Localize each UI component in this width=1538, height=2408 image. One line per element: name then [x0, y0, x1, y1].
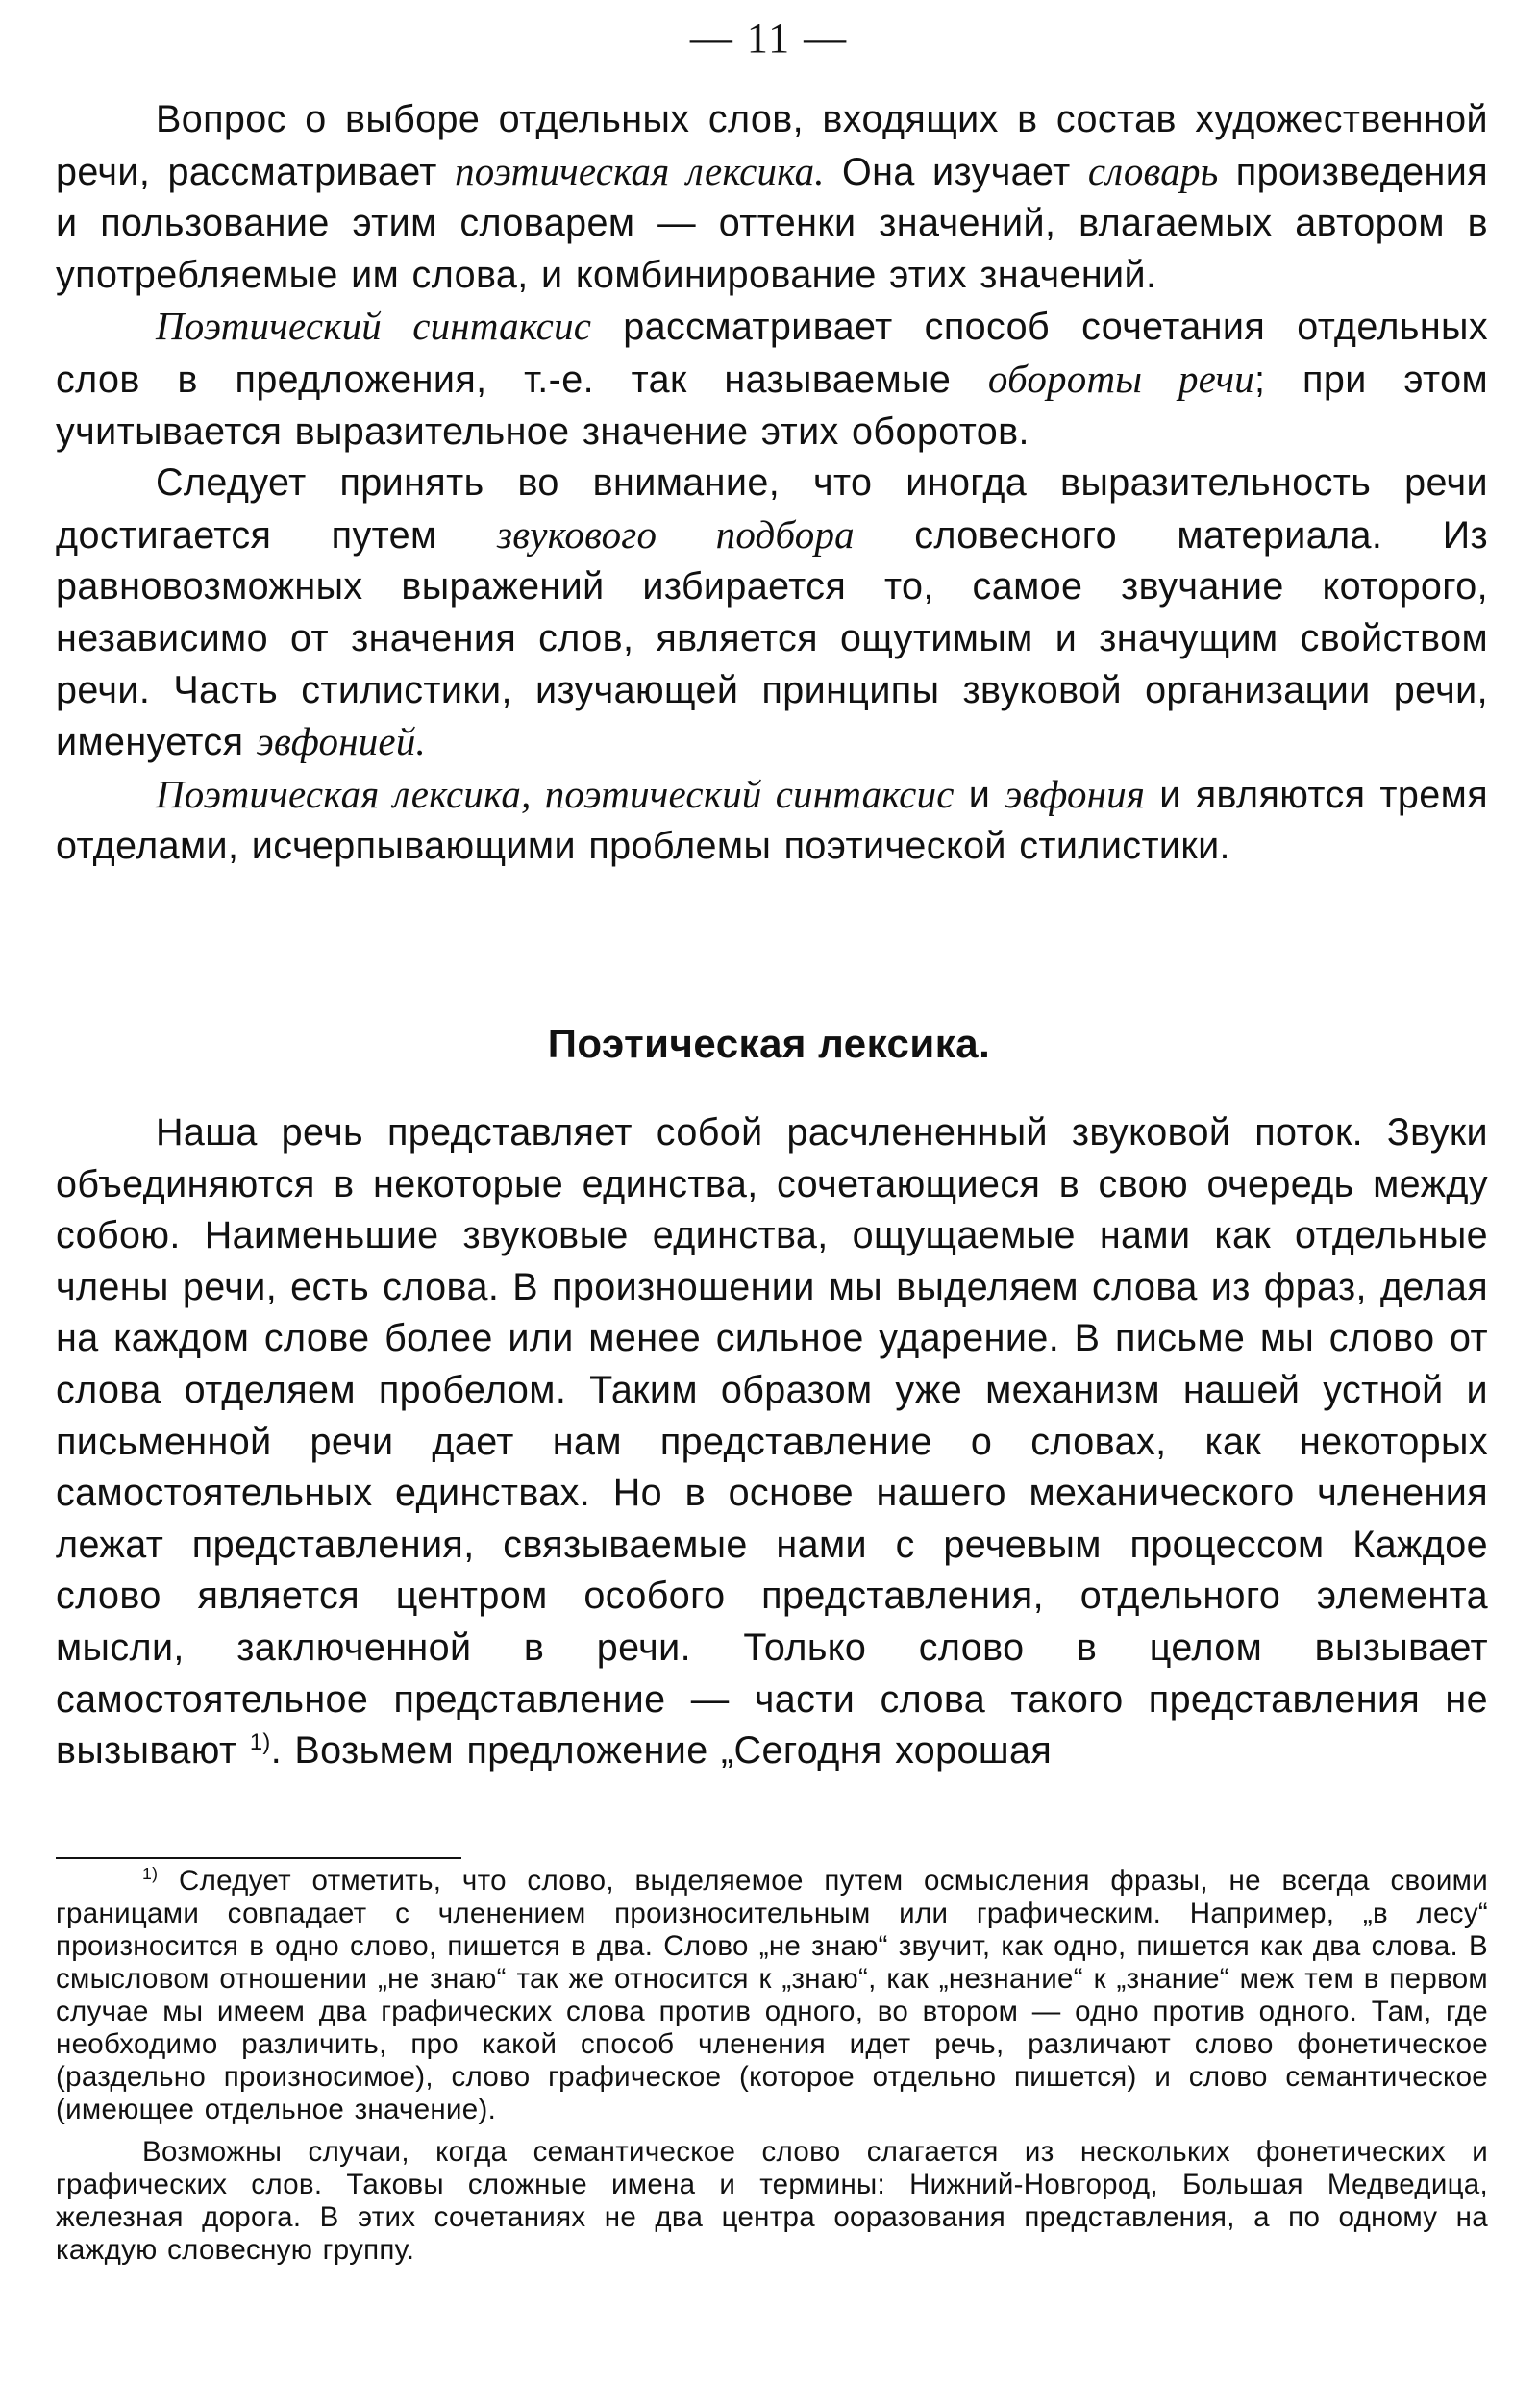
footnote-text: Следует отметить, что слово, выделяемое путем осмысления фразы, не всегда своими границами совпадает с членением произносительным или графическим. Например, „в лесу“ произносится в одно слово, пишется в два. Слово „не знаю“ звучит, как одно, пишется как два слова. В смысловом отношении „не знаю“ так же относится к „знаю“, как „незнание“ к „знание“ меж тем в первом случае мы имеем два графических слова против одного, во втором — одно против одного. Там, где необходимо различить, про какой способ членения идет речь, различают слово фонетическое (раздельно произносимое), слово графическое (которое отдельно пишется) и слово семантическое (имеющее отдельное значение).	[56, 1865, 1488, 2125]
footnotes	[56, 1865, 1488, 2276]
italic-term: Поэтический синтаксис	[156, 304, 592, 349]
section-heading: Поэтическая лексика.	[547, 1021, 991, 1066]
text-run: Наша речь представляет собой расчлененный звуковой поток. Звуки объединяются в некоторые единства, сочетающиеся в свою очередь между собою. Наименьшие звуковые единства, ощущаемые нами как отдельные члены речи, есть слова. В произношении мы выделяем слова из фраз, делая на каждом слове более или менее сильное ударение. В письме мы слово от слова отделяем пробелом. Таким образом уже механизм нашей устной и письменной речи дает нам представление о словах, как некоторых самостоятельных единствах. Но в основе нашего механического членения лежат представления, связываемые нами с речевым процессом Каждое слово является центром особого представления, отдельного элемента мысли, заключенной в речи. Только слово в целом вызывает самостоятельное представление — части слова такого представления не вызывают	[56, 1111, 1488, 1773]
section-text	[56, 1107, 1488, 1777]
paragraph-lexicon-intro	[56, 94, 1488, 301]
text-run: и являются тремя отделами, исчерпывающими проблемы поэтической стилистики.	[56, 773, 1488, 868]
text-run: Она изучает	[824, 150, 1088, 193]
text-run: Вопрос о выборе отдельных слов, входящих в состав художественной речи, рассматривает	[56, 98, 1488, 193]
italic-term: эвфонией.	[256, 719, 426, 764]
footnote-text: Возможны случаи, когда семантическое слово слагается из нескольких фонетических и графических слов. Таковы сложные имена и термины: Нижний-Новгород, Большая Медведица, железная дорога. В этих сочетаниях не два центра ооразования представления, а по одному на каждую словесную группу.	[56, 2136, 1488, 2266]
italic-term: обороты речи	[987, 356, 1254, 401]
paragraph-summary	[56, 769, 1488, 873]
text-run: . Возьмем предложение „Сегодня хорошая	[270, 1729, 1053, 1773]
footnote-mark: 1)	[142, 1864, 159, 1884]
italic-term: словарь	[1087, 148, 1219, 193]
footnote-1	[56, 1865, 1488, 2126]
intro-text	[56, 94, 1488, 873]
text-run: словесного материала. Из равновозможных выражений избирается то, самое звучание которого, независимо от значения слов, является ощутимым и значущим свойством речи. Часть стилистики, изучающей принципы звуковой организации речи, именуется	[56, 513, 1488, 764]
text-run: рассматривает способ сочетания отдельных слов в предложения, т.-е. так называемые	[56, 306, 1489, 401]
text-run: и	[954, 773, 1005, 816]
page-number: — 11 —	[689, 14, 849, 62]
italic-term: Поэтическая лексика, поэтический синтаксис	[156, 771, 955, 816]
paragraph-speech-stream	[56, 1107, 1488, 1777]
italic-term: поэтическая лексика.	[455, 148, 825, 193]
paragraph-syntax-intro	[56, 301, 1488, 458]
text-run: Следует принять во внимание, что иногда выразительность речи достигается путем	[56, 461, 1488, 557]
italic-term: звукового подбора	[497, 511, 855, 557]
italic-term: эвфония	[1005, 771, 1146, 816]
paragraph-euphony-intro	[56, 458, 1488, 769]
text-run: произведения и пользование этим словарем — оттенки значений, влагаемых автором в употребляемые им слова, и комбинирование этих значений.	[56, 150, 1489, 296]
footnote-divider	[56, 1857, 461, 1859]
text-run: ; при этом учитывается выразительное значение этих оборотов.	[56, 358, 1489, 453]
footnote-1-continued	[56, 2136, 1488, 2267]
footnote-reference: 1)	[249, 1729, 271, 1755]
